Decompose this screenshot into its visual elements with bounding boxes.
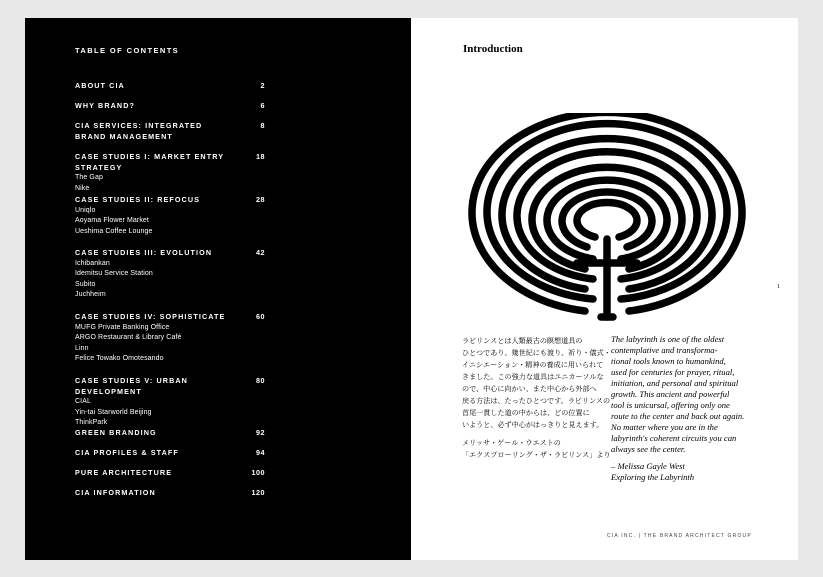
toc-subentry: Idemitsu Service Station — [75, 270, 153, 278]
toc-entry-page: 120 — [251, 488, 265, 497]
page-number: 1 — [777, 284, 780, 290]
toc-title: TABLE OF CONTENTS — [75, 46, 180, 55]
toc-subentry: Aoyama Flower Market — [75, 217, 149, 225]
japanese-line: ので、中心に向かい、また中心から外部へ — [462, 384, 597, 393]
english-line: tool is unicursal, offering only one — [611, 400, 730, 410]
toc-subentry: ARGO Restaurant & Library Café — [75, 334, 182, 342]
toc-subentry: Felice Towako Omotesando — [75, 355, 164, 363]
toc-entry-page: 92 — [256, 428, 265, 437]
toc-entry — [75, 195, 265, 237]
english-line: route to the center and back out again. — [611, 411, 745, 421]
japanese-quote — [462, 335, 611, 461]
introduction-page — [411, 18, 798, 560]
toc-entry — [75, 101, 265, 112]
toc-subentry: Linn — [75, 344, 89, 352]
toc-entry — [75, 248, 265, 301]
toc-entry-heading: CASE STUDIES III: EVOLUTION — [75, 248, 213, 257]
toc-entry-page: 80 — [256, 376, 265, 385]
english-line: used for centuries for prayer, ritual, — [611, 367, 735, 377]
toc-entry-heading: WHY BRAND? — [75, 101, 135, 110]
english-attribution — [611, 461, 771, 483]
toc-entry-page: 28 — [256, 195, 265, 204]
toc-subentry: Yin-tai Starworld Beijing — [75, 408, 152, 416]
english-line: tional tools known to humankind, — [611, 356, 726, 366]
english-line: growth. This ancient and powerful — [611, 389, 730, 399]
english-attribution-line: – Melissa Gayle West — [611, 461, 685, 471]
toc-entry — [75, 312, 265, 365]
labyrinth-icon — [467, 113, 747, 323]
english-line: The labyrinth is one of the oldest — [611, 334, 725, 344]
toc-subentry: CIAL — [75, 398, 91, 405]
english-line: contemplative and transforma- — [611, 345, 718, 355]
toc-entry — [75, 428, 265, 439]
english-line: initiation, and personal and spiritual — [611, 378, 739, 388]
toc-entry-heading: CASE STUDIES V: URBAN DEVELOPMENT — [75, 376, 188, 396]
toc-entry-page: 94 — [256, 448, 265, 457]
table-of-contents-page — [25, 18, 411, 560]
toc-entry-heading: PURE ARCHITECTURE — [75, 468, 173, 477]
japanese-line: ラビリンスとは人類最古の瞑想道具の — [462, 336, 583, 345]
toc-entry-page: 2 — [260, 81, 265, 90]
toc-entry — [75, 488, 265, 499]
toc-entry — [75, 468, 265, 479]
toc-subentry: Ueshima Coffee Lounge — [75, 227, 153, 235]
toc-entry-heading: CASE STUDIES IV: SOPHISTICATE — [75, 312, 226, 321]
footer-credit: CIA INC. | THE BRAND ARCHITECT GROUP — [607, 533, 752, 539]
toc-entry-page: 60 — [256, 312, 265, 321]
toc-entry-heading: CASE STUDIES II: REFOCUS — [75, 195, 201, 204]
english-attribution-line: Exploring the Labyrinth — [611, 472, 695, 482]
toc-entry-page: 6 — [260, 101, 265, 110]
toc-entry-heading: CASE STUDIES I: MARKET ENTRY STRATEGY — [75, 152, 225, 172]
toc-subentry: MUFG Private Banking Office — [75, 323, 170, 331]
toc-entry-page: 100 — [251, 468, 265, 477]
japanese-line: イニシエーション・精神の養成に用いられて — [462, 360, 604, 369]
toc-subentry: Subito — [75, 280, 96, 288]
toc-entry-page: 18 — [256, 152, 265, 161]
english-line: labyrinth's coherent circuits you can — [611, 433, 737, 443]
toc-entry-heading: GREEN BRANDING — [75, 428, 157, 437]
toc-entry-heading: CIA INFORMATION — [75, 488, 156, 497]
japanese-attribution — [462, 437, 611, 461]
toc-entry-page: 42 — [256, 248, 265, 257]
toc-entry — [75, 81, 265, 92]
english-line: No matter where you are in the — [611, 422, 718, 432]
toc-subentry: The Gap — [75, 174, 103, 181]
toc-entry-heading: CIA SERVICES: INTEGRATED BRAND MANAGEMENT — [75, 121, 203, 141]
japanese-line: 戻る方法は、たったひとつです。ラビリンスの — [462, 396, 611, 405]
toc-entry-page: 8 — [260, 121, 265, 130]
english-line: always see the center. — [611, 444, 686, 454]
toc-entry — [75, 448, 265, 459]
page-title: Introduction — [463, 43, 523, 55]
toc-subentry: Nike — [75, 184, 90, 192]
japanese-line: ひとつであり、幾世紀にも渡り、祈り・儀式・ — [462, 348, 611, 357]
toc-entry — [75, 376, 265, 429]
toc-subentry: Ichibankan — [75, 259, 110, 267]
toc-entry — [75, 121, 265, 142]
japanese-line: いようと、必ず中心がはっきりと見えます。 — [462, 420, 604, 429]
toc-subentry: Uniqlo — [75, 206, 96, 214]
toc-subentry: ThinkPark — [75, 419, 108, 427]
toc-subentry: Juchheim — [75, 291, 106, 299]
japanese-attribution-line: 「エクスプローリング・ザ・ラビリンス」より — [462, 450, 611, 459]
toc-entry-heading: ABOUT CIA — [75, 81, 125, 90]
english-quote — [611, 334, 771, 483]
japanese-line: 首尾一貫した道の中からは、どの位置に — [462, 408, 590, 417]
japanese-line: きました。この強力な道具はユニカーソルな — [462, 372, 604, 381]
japanese-attribution-line: メリッサ・ゲール・ウエストの — [462, 438, 561, 447]
toc-entry-heading: CIA PROFILES & STAFF — [75, 448, 179, 457]
toc-entry — [75, 152, 265, 194]
